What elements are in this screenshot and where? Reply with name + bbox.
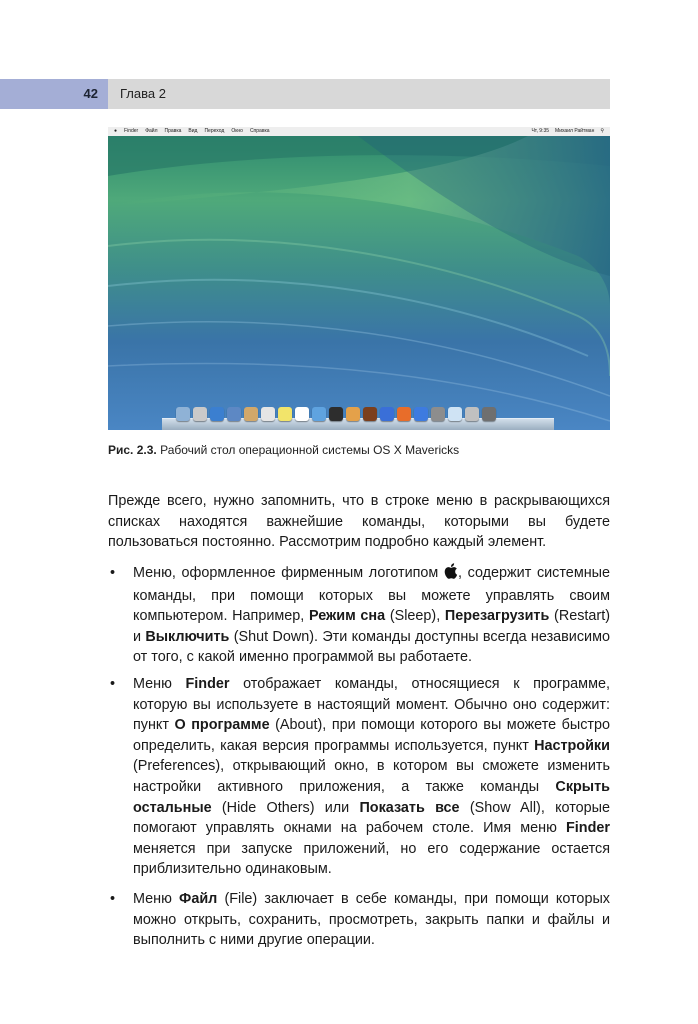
keyword: Режим сна (308, 608, 386, 625)
keyword: Finder (566, 820, 610, 837)
keyword: Выключить (145, 628, 230, 645)
bullet: • (110, 891, 116, 907)
list-item-text (133, 674, 610, 880)
keyword: Файл (179, 891, 218, 907)
text-run: Меню, оформленное фирменным логотипом (133, 565, 444, 581)
keyword: Показать все (359, 799, 460, 816)
list-item-file-menu (108, 889, 610, 951)
dock-app-icon (363, 407, 377, 421)
menu-go: Переход (204, 128, 225, 134)
wave-wallpaper (108, 136, 610, 430)
dock-app-icon (380, 407, 394, 421)
clock-text: Чт, 9:35 (531, 128, 550, 134)
caption-label: Рис. 2.3. (108, 443, 157, 457)
list-item-text (133, 563, 610, 668)
text-run: меняется при запуске приложений, но его содержание остается приблизительно одинаковым. (133, 840, 610, 878)
text-run: (Shut Down). Эти команды доступны всегда независимо от того, с какой именно программой вы работаете. (133, 628, 610, 666)
figure-caption (108, 443, 610, 457)
text-run: (Restart) и (133, 608, 611, 645)
dock-app-icon (448, 407, 462, 421)
menu-window: Окно (231, 128, 243, 134)
menu-view: Вид (188, 128, 198, 134)
bullet: • (110, 676, 116, 692)
dock-app-icon (414, 407, 428, 421)
dock-app-icon (431, 407, 445, 421)
keyword: Перезагрузить (444, 608, 550, 625)
spotlight-icon: ⚲ (600, 128, 604, 134)
dock-app-icon (244, 407, 258, 421)
dock (162, 403, 554, 430)
chapter-title: Глава 2 (120, 86, 166, 101)
dock-app-icon (465, 407, 479, 421)
text-run: (About), при помощи которого вы можете быстро определить, какая версия программы используется, пункт (133, 717, 611, 754)
menu-finder: Finder (124, 128, 139, 134)
dock-app-icon (278, 407, 292, 421)
list-item-finder-menu (108, 674, 610, 880)
menu-bar-left (114, 127, 277, 136)
dock-app-icon (210, 407, 224, 421)
dock-app-icon (193, 407, 207, 421)
apple-menu-icon: ● (114, 128, 118, 134)
dock-app-icon (482, 407, 496, 421)
text-run: , содержит системные команды, при помощи которых вы можете управлять своим компьютером. Например, (133, 565, 611, 625)
text-run: (Show All), которые помогают управлять окнами на рабочем столе. Имя меню (133, 799, 611, 837)
dock-app-icon (261, 407, 275, 421)
menu-help: Справка (249, 128, 270, 134)
intro-paragraph: Прежде всего, нужно запомнить, что в строке меню в раскрывающихся списках находятся важнейшие команды, которыми вы будете пользоваться постоянно. Рассмотрим подробно каждый элемент. (108, 493, 610, 551)
dock-app-icon (397, 407, 411, 421)
user-name-text: Михаил Райтман (555, 128, 595, 134)
dock-app-icon (295, 407, 309, 421)
text-run: (Preferences), открывающий окно, в котором вы сможете изменить настройки активного приложения, а также команды (133, 758, 610, 795)
dock-app-icon (329, 407, 343, 421)
menu-edit: Правка (164, 128, 182, 134)
keyword: О программе (174, 717, 270, 734)
keyword: Finder (185, 676, 230, 692)
desktop-screenshot (108, 127, 610, 430)
mac-menu-bar (108, 127, 610, 136)
list-item-apple-menu (108, 563, 610, 668)
text-run: (Sleep), (385, 608, 445, 625)
page-number: 42 (83, 86, 98, 101)
running-header (108, 79, 610, 109)
page-number-box (0, 79, 108, 109)
dock-app-icon (227, 407, 241, 421)
menu-file: Файл (145, 128, 158, 134)
list-item-text (133, 889, 610, 951)
dock-app-icon (346, 407, 360, 421)
apple-logo-icon (444, 563, 458, 586)
text-run: (File) заключает в себе команды, при помощи которых можно открыть, сохранить, просмотреть, закрыть папки и файлы и выполнить с ними другие операции. (133, 891, 610, 949)
menu-bar-right (525, 127, 604, 136)
text-run: (Hide Others) или (211, 799, 360, 816)
keyword: Скрыть остальные (133, 778, 610, 816)
text-run: Меню (133, 676, 186, 692)
dock-icons (176, 407, 496, 421)
dock-app-icon (176, 407, 190, 421)
caption-text: Рабочий стол операционной системы OS X Mavericks (156, 443, 460, 457)
text-run: Меню (133, 891, 180, 907)
keyword: Настройки (534, 737, 610, 754)
text-run: отображает команды, относящиеся к программе, которую вы используете в настоящий момент. Обычно оно содержит: пункт (133, 676, 610, 734)
bullet: • (110, 565, 116, 581)
dock-app-icon (312, 407, 326, 421)
